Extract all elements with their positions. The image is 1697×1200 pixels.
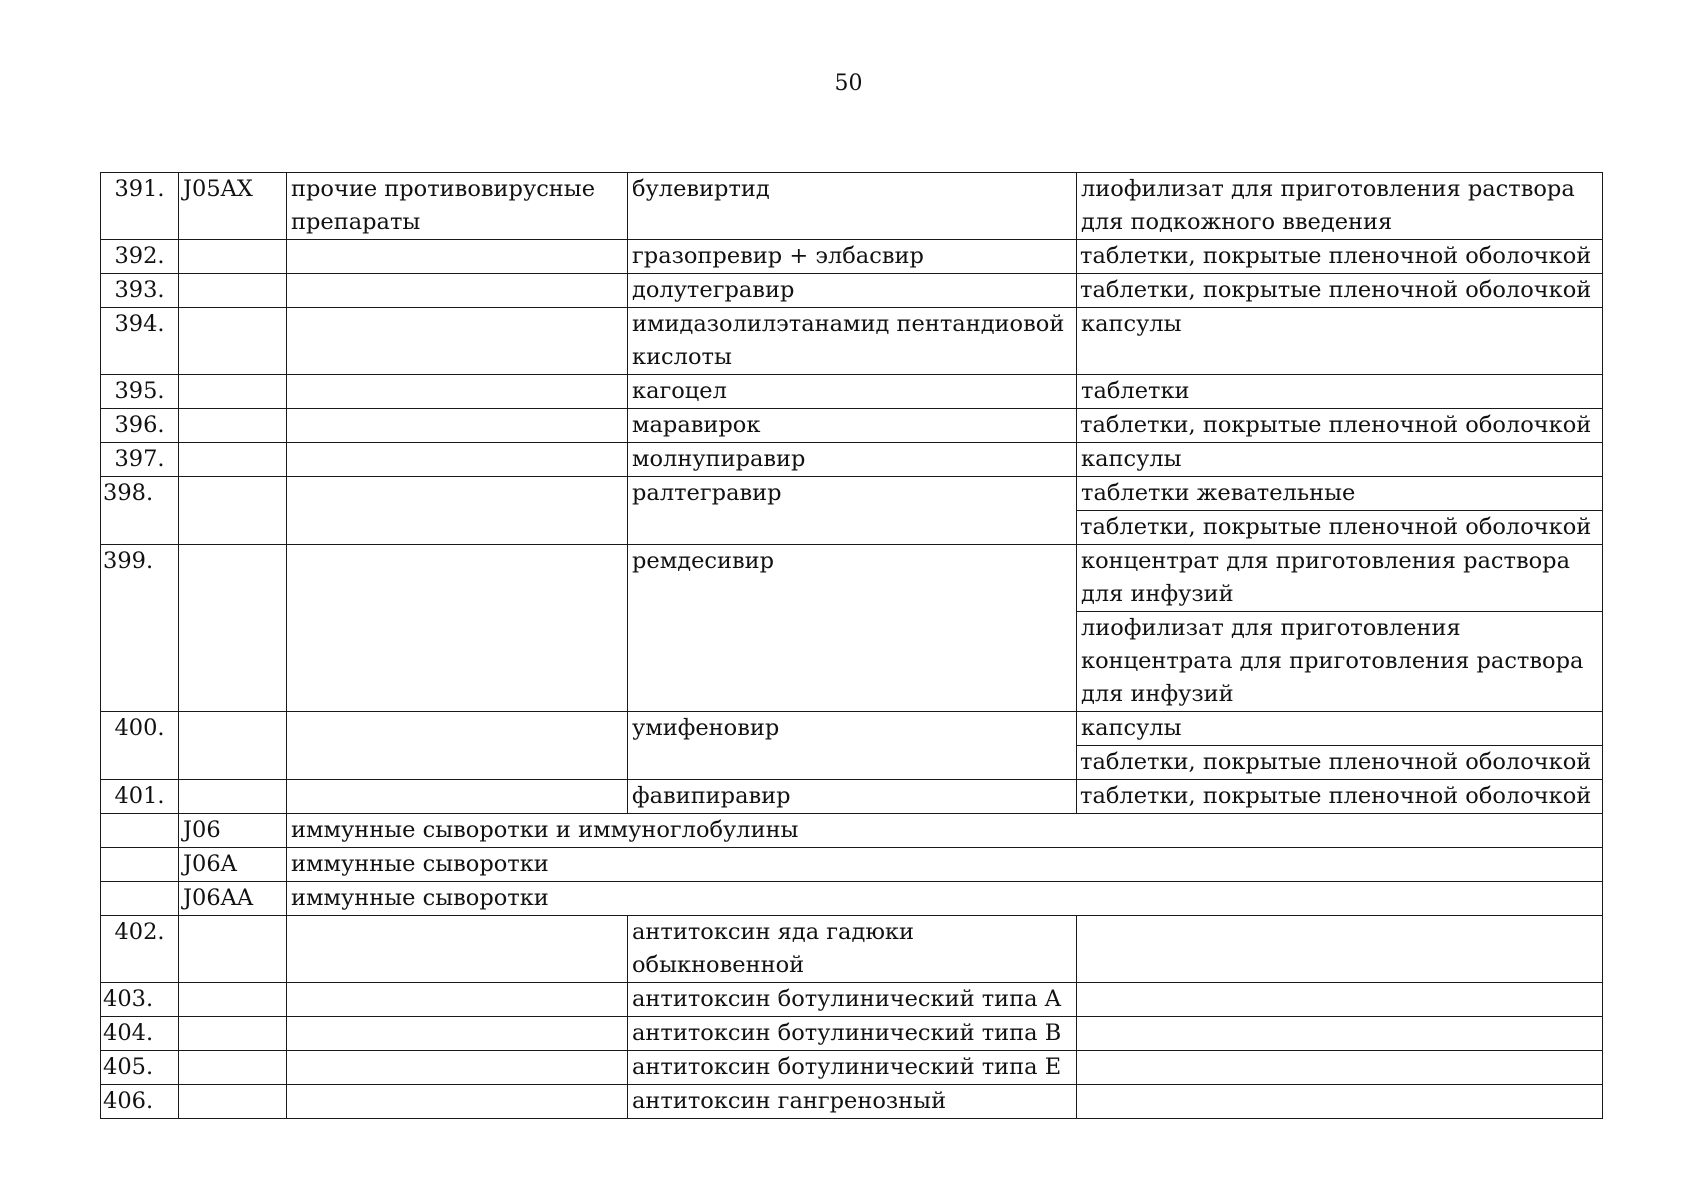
drug-name: антитоксин ботулинический типа A <box>628 983 1077 1017</box>
atc-group-name <box>287 409 628 443</box>
drug-name: молнупиравир <box>628 443 1077 477</box>
atc-code <box>179 308 287 375</box>
table-row <box>101 1085 1603 1119</box>
dosage-form: таблетки, покрытые пленочной оболочкой <box>1077 240 1603 274</box>
dosage-form <box>1077 1085 1603 1119</box>
row-number: 403. <box>101 983 179 1017</box>
table-row <box>101 545 1603 612</box>
drug-table <box>100 172 1603 1119</box>
row-number: 402. <box>101 916 179 983</box>
row-number: 392. <box>101 240 179 274</box>
atc-code: J06A <box>179 848 287 882</box>
dosage-form: капсулы <box>1077 443 1603 477</box>
atc-group-name <box>287 545 628 712</box>
atc-code <box>179 375 287 409</box>
atc-group-name: иммунные сыворотки <box>287 882 1603 916</box>
page-number: 50 <box>834 71 863 96</box>
atc-code <box>179 1085 287 1119</box>
row-number <box>101 814 179 848</box>
row-number: 404. <box>101 1017 179 1051</box>
dosage-form: таблетки, покрытые пленочной оболочкой <box>1077 780 1603 814</box>
dosage-form <box>1077 1051 1603 1085</box>
dosage-form: капсулы <box>1077 308 1603 375</box>
drug-name: умифеновир <box>628 712 1077 780</box>
table-row <box>101 375 1603 409</box>
row-number: 401. <box>101 780 179 814</box>
row-number <box>101 848 179 882</box>
atc-group-name <box>287 443 628 477</box>
table-row <box>101 274 1603 308</box>
table-row <box>101 916 1603 983</box>
table-row <box>101 712 1603 746</box>
table-row <box>101 308 1603 375</box>
atc-code <box>179 443 287 477</box>
atc-group-name <box>287 1017 628 1051</box>
atc-code <box>179 983 287 1017</box>
atc-group-name: прочие противовирусные препараты <box>287 173 628 240</box>
table-row <box>101 1051 1603 1085</box>
dosage-form <box>1077 1017 1603 1051</box>
dosage-form: таблетки, покрытые пленочной оболочкой <box>1077 511 1603 545</box>
atc-code <box>179 477 287 545</box>
row-number: 400. <box>101 712 179 780</box>
atc-group-name <box>287 1085 628 1119</box>
drug-name: антитоксин ботулинический типа E <box>628 1051 1077 1085</box>
atc-code <box>179 712 287 780</box>
drug-name: долутегравир <box>628 274 1077 308</box>
table-row <box>101 240 1603 274</box>
drug-name: булевиртид <box>628 173 1077 240</box>
dosage-form <box>1077 916 1603 983</box>
drug-name: антитоксин гангренозный <box>628 1085 1077 1119</box>
row-number: 397. <box>101 443 179 477</box>
drug-name: имидазолилэтанамид пентандиовой кислоты <box>628 308 1077 375</box>
atc-code <box>179 916 287 983</box>
table-row <box>101 477 1603 511</box>
drug-name: ралтегравир <box>628 477 1077 545</box>
dosage-form: лиофилизат для приготовления раствора для подкожного введения <box>1077 173 1603 240</box>
table-row <box>101 814 1603 848</box>
table-row <box>101 1017 1603 1051</box>
atc-group-name <box>287 712 628 780</box>
table-row <box>101 882 1603 916</box>
row-number: 399. <box>101 545 179 712</box>
atc-group-name <box>287 477 628 545</box>
atc-group-name <box>287 916 628 983</box>
atc-group-name <box>287 780 628 814</box>
atc-group-name <box>287 375 628 409</box>
drug-name: маравирок <box>628 409 1077 443</box>
row-number: 405. <box>101 1051 179 1085</box>
dosage-form: лиофилизат для приготовления концентрата для приготовления раствора для инфузий <box>1077 612 1603 712</box>
dosage-form: таблетки жевательные <box>1077 477 1603 511</box>
table-row <box>101 983 1603 1017</box>
drug-name: антитоксин яда гадюки обыкновенной <box>628 916 1077 983</box>
dosage-form <box>1077 983 1603 1017</box>
atc-group-name <box>287 308 628 375</box>
atc-code <box>179 274 287 308</box>
dosage-form: таблетки <box>1077 375 1603 409</box>
table-row <box>101 173 1603 240</box>
dosage-form: таблетки, покрытые пленочной оболочкой <box>1077 409 1603 443</box>
dosage-form: концентрат для приготовления раствора для инфузий <box>1077 545 1603 612</box>
atc-group-name <box>287 240 628 274</box>
atc-code: J06 <box>179 814 287 848</box>
atc-code: J05AX <box>179 173 287 240</box>
dosage-form: таблетки, покрытые пленочной оболочкой <box>1077 274 1603 308</box>
drug-name: антитоксин ботулинический типа B <box>628 1017 1077 1051</box>
atc-code: J06AA <box>179 882 287 916</box>
atc-code <box>179 240 287 274</box>
table-row <box>101 848 1603 882</box>
drug-name: ремдесивир <box>628 545 1077 712</box>
atc-group-name <box>287 274 628 308</box>
dosage-form: капсулы <box>1077 712 1603 746</box>
drug-name: фавипиравир <box>628 780 1077 814</box>
table-row <box>101 780 1603 814</box>
atc-code <box>179 545 287 712</box>
row-number: 406. <box>101 1085 179 1119</box>
row-number: 395. <box>101 375 179 409</box>
table-row <box>101 443 1603 477</box>
row-number: 396. <box>101 409 179 443</box>
atc-group-name: иммунные сыворотки <box>287 848 1603 882</box>
drug-name: гразопревир + элбасвир <box>628 240 1077 274</box>
drug-name: кагоцел <box>628 375 1077 409</box>
dosage-form: таблетки, покрытые пленочной оболочкой <box>1077 746 1603 780</box>
row-number: 393. <box>101 274 179 308</box>
atc-group-name <box>287 983 628 1017</box>
row-number <box>101 882 179 916</box>
row-number: 398. <box>101 477 179 545</box>
atc-group-name: иммунные сыворотки и иммуноглобулины <box>287 814 1603 848</box>
row-number: 394. <box>101 308 179 375</box>
atc-code <box>179 409 287 443</box>
atc-code <box>179 780 287 814</box>
table-row <box>101 409 1603 443</box>
atc-code <box>179 1017 287 1051</box>
atc-code <box>179 1051 287 1085</box>
atc-group-name <box>287 1051 628 1085</box>
row-number: 391. <box>101 173 179 240</box>
